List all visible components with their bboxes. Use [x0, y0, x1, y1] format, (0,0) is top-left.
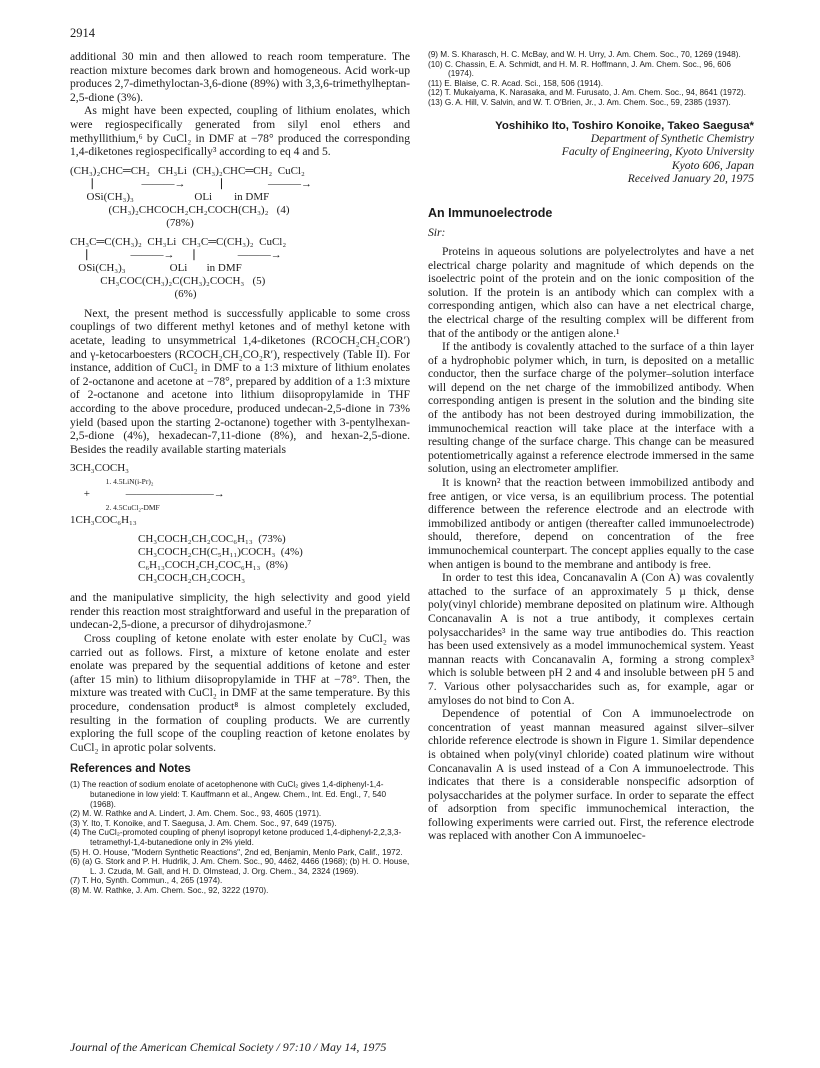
reference-item: (10) C. Chassin, E. A. Schmidt, and H. M. R. Hoffmann, J. Am. Chem. Soc., 96, 606 (1974).: [428, 59, 731, 79]
affiliation-department: Department of Synthetic Chemistry: [590, 131, 754, 145]
paragraph: Cross coupling of ketone enolate with ester enolate by CuCl₂ was carried out as follows. First, a mixture of ketone enolate and ester enolate was prepared by the sequential additions of ketone and ester (after 15 min) to lithium diisopropylamide in THF at −78°. Then, the mixture was treated with CuCl₂ in DMF at the same temperature. By this procedure, condensation product⁸ is almost completely excluded, resulting in the formation of coupling products. We are currently exploring the full scope of the coupling reaction of ketone enolates by CuCl₂ in aprotic polar solvents.: [70, 632, 410, 754]
reference-item: (6) (a) G. Stork and P. H. Hudrlik, J. Am. Chem. Soc., 90, 4462, 4466 (1968); (b) H. O. House, L. J. Czuda, M. Gall, and H. D. Olmstead, J. Org. Chem., 34, 2324 (1969).: [70, 857, 410, 876]
product-list: CH₃COCH₂CH₂COC₆H₁₃ (73%) CH₃COCH₂CH(C₅H₁₁)COCH₃ (4%) C₆H₁₃COCH₂CH₂COC₆H₁₃ (8%) CH₃COCH₂CH₂COCH₃: [138, 533, 303, 585]
references-heading: References and Notes: [70, 763, 191, 776]
paragraph: Proteins in aqueous solutions are polyelectrolytes and have a net electrical charge polarity and magnitude of which depends on the isoelectric point of the protein and on the ionic composition of the solution. If the protein is an antibody which can complex with a corresponding antigen, which also can have a net electrical charge, the electrical charge of the resulting complex will be different from that of the antibody or the antigen alone.¹: [428, 244, 754, 340]
article-title: An Immunoelectrode: [428, 205, 553, 220]
affiliation-faculty: Faculty of Engineering, Kyoto University: [561, 145, 754, 159]
paragraph: Next, the present method is successfully applicable to some cross couplings of two different methyl ketones and of methyl ketone with acetate, leading to unsymmetrical 1,4-diketones (RCOCH₂CH₂COR′) and γ-ketocarboesters (RCOCH₂CH₂CO₂R′), respectively (Table II). For instance, addition of CuCl₂ in DMF to a 1:3 mixture of lithium enolates of 2-octanone and acetone at −78°, prepared by addition of a 1:3 mixture of 2-octanone and acetone into lithium diisopropylamide in THF according to the above procedure, produced undecan-2,5-dione in 73% yield (based upon the starting 2-octanone) together with 3-pentylhexan-2,5-dione (4%), hexadecan-7,11-dione (8%), and hexan-2,5-dione. Besides the readily available starting materials: [70, 306, 410, 456]
paragraph: and the manipulative simplicity, the high selectivity and good yield render this reaction most straightforward and useful in the preparation of undecan-2,5-dione, a precursor of dihydrojasmone.⁷: [70, 591, 410, 632]
paragraph: Dependence of potential of Con A immunoelectrode on concentration of yeast mannan measured against silver–silver chloride reference electrode is shown in Figure 1. Similar dependence is obtained when poly(vinyl chloride) coated platinum wire without Concanavalin A is used instead of a Con A immunoelectrode. This indicates that there is a considerable nonspecific adsorption of polysaccharides at the polymer surface. In order to separate the effect of adsorption from specific immunochemical interaction, the following experiments were carried out. First, the reference electrode was replaced with another Con A immunoelec-: [428, 707, 754, 843]
page-number: 2914: [70, 26, 95, 40]
cross-coupling-scheme: 3CH₃COCH₃ 1. 4.5LiN(i-Pr)₂ + ————————→ 2. 4.5CuCl₂-DMF 1CH₃COC₆H₁₃: [70, 462, 225, 527]
reference-item: (5) H. O. House, "Modern Synthetic Reactions", 2nd ed, Benjamin, Menlo Park, Calif., 1972.: [70, 847, 403, 857]
reference-item: (12) T. Mukaiyama, K. Narasaka, and M. Furusato, J. Am. Chem. Soc., 94, 8641 (1972).: [428, 88, 746, 98]
paragraph: If the antibody is covalently attached to the surface of a thin layer of a hydrophobic polymer which, in turn, is deposited on a metallic conductor, then the surface charge of the polymer–solution interface will depend on the net charge of the immobilized antibody. When corresponding antigen is present in the solution and the binding site of the antibody has not been destroyed during immobilization, the immunochemical reaction will take place at the interface with a resulting change of the surface charge. This change can be measured potentiometrically against a reference electrode immersed in the same solution, using an electrometer amplifier.: [428, 340, 754, 476]
paragraph: additional 30 min and then allowed to reach room temperature. The reaction mixture becomes dark brown and homogeneous. Acid work-up produces 2,7-dimethyloctan-3,6-dione (89%) with 3,3,6-trimethylheptan-2,5-dione (3%).: [70, 50, 410, 104]
reference-item: (3) Y. Ito, T. Konoike, and T. Saegusa, J. Am. Chem. Soc., 97, 649 (1975).: [70, 818, 337, 828]
paragraph: It is known² that the reaction between immobilized antibody and free antigen, or vice versa, is an equilibrium process. The potential difference between the reference electrode and an electrode with immobilized antibody or antigen (thereafter called immunoelectrode) should, therefore, depend on concentration of the free immunochemical counterpart. The concept applies equally to the case when antigen is bound to the membrane and antibody is free.: [428, 476, 754, 571]
reference-item: (9) M. S. Kharasch, H. C. McBay, and W. H. Urry, J. Am. Chem. Soc., 70, 1269 (1948).: [428, 50, 741, 59]
reference-item: (1) The reaction of sodium enolate of acetophenone with CuCl₂ gives 1,4-diphenyl-1,4-butanedione in low yield: T. Kauffmann et al., Angew. Chem., Int. Ed. Engl., 7, 540 (1968).: [70, 780, 386, 809]
reference-item: (7) T. Ho, Synth. Commun., 4, 265 (1974).: [70, 876, 223, 886]
paragraph: As might have been expected, coupling of lithium enolates, which were regiospecifically generated from silyl enol ethers and methyllithium,⁶ by CuCl₂ in DMF at −78° produced the corresponding 1,4-diketones regiospecifically³ according to eq 4 and 5.: [70, 104, 410, 159]
reference-item: (8) M. W. Rathke, J. Am. Chem. Soc., 92, 3222 (1970).: [70, 885, 269, 895]
equation-5: CH₃C═C(CH₃)₂ CH₃Li CH₃C═C(CH₃)₂ CuCl₂ ⎸ ———→ ⎸ ———→ OSi(CH₃)₃ OLi in DMF CH₃COC(CH₃)₂C(CH₃)₂COCH₃ (5) (6%): [70, 235, 287, 300]
reference-item: (4) The CuCl₂-promoted coupling of phenyl isopropyl ketone produced 1,4-diphenyl-2,2,3,3-tetramethyl-1,4-butanedione only in 2% yield.: [70, 828, 402, 847]
left-column: [70, 50, 410, 896]
references-list-continued: [428, 50, 754, 108]
references-list: [70, 780, 410, 895]
reference-item: (13) G. A. Hill, V. Salvin, and W. T. O'Brien, Jr., J. Am. Chem. Soc., 59, 2385 (1937).: [428, 97, 731, 107]
right-column: [428, 50, 754, 843]
paragraph: In order to test this idea, Concanavalin A (Con A) was covalently attached to the surface of an approximately 5 µ thick, dense poly(vinyl chloride) membrane deposited on platinum wire. Although Concanavalin A is not a true antibody, it complexes certain polysaccharides³ in the same way true antibodies do. This reaction has been used extensively as a model immunochemical system. Yeast mannan reacts with Concanavalin A, forming a strong complex³ which is soluble between pH 2 and 4 and insoluble between pH 5 and 7. Various other polysaccharides such as, for example, agar or amyloses do not bind to Con A.: [428, 571, 754, 707]
authors: Yoshihiko Ito, Toshiro Konoike, Takeo Saegusa*: [495, 119, 754, 132]
journal-footer: Journal of the American Chemical Society / 97:10 / May 14, 1975: [70, 1040, 387, 1054]
affiliation-city: Kyoto 606, Japan: [671, 158, 754, 172]
equation-4: (CH₃)₂CHC═CH₂ CH₃Li (CH₃)₂CHC═CH₂ CuCl₂ ⎸ ———→ ⎸ ———→ OSi(CH₃)₃ OLi in DMF (CH₃)₂CHCOCH₂CH₂COCH(CH₃)₂ (4) (78%): [70, 164, 312, 229]
reference-item: (11) E. Blaise, C. R. Acad. Sci., 158, 506 (1914).: [428, 78, 604, 88]
reference-item: (2) M. W. Rathke and A. Lindert, J. Am. Chem. Soc., 93, 4605 (1971).: [70, 809, 322, 819]
salutation: Sir:: [428, 225, 446, 239]
received-date: Received January 20, 1975: [627, 172, 754, 186]
